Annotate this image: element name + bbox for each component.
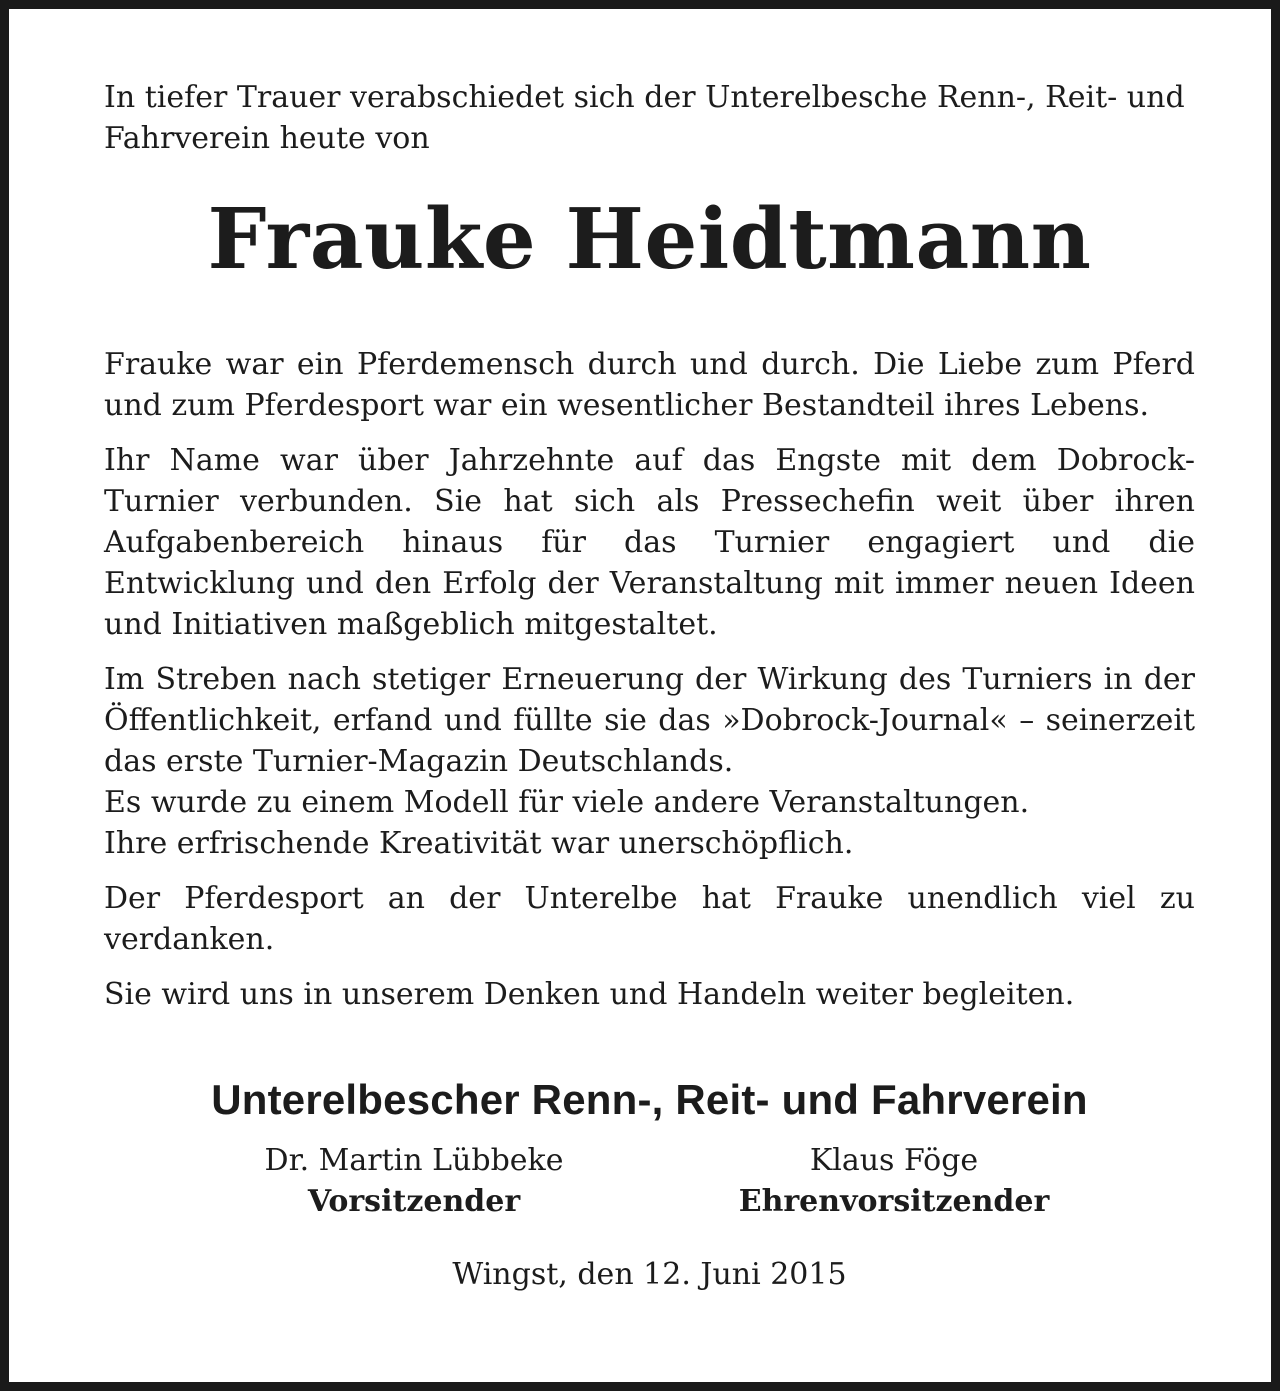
organization-name: Unterelbescher Renn-, Reit- und Fahrverein bbox=[211, 1076, 1088, 1123]
place-and-date: Wingst, den 12. Juni 2015 bbox=[452, 1257, 847, 1292]
paragraph-group bbox=[104, 659, 1195, 864]
paragraph-line: Es wurde zu einem Modell für viele andere Veranstaltungen. bbox=[104, 785, 1030, 820]
signatures bbox=[104, 1140, 1195, 1230]
paragraph: Der Pferdesport an der Unterelbe hat Frauke unendlich viel zu verdanken. bbox=[104, 881, 1195, 957]
paragraph: Ihr Name war über Jahrzehnte auf das Engste mit dem Dobrock-Turnier verbunden. Sie hat sich als Pressechefin weit über ihren Aufgabenbereich hinaus für das Turnier engagiert und die Entwicklung und den Erfolg der Veranstaltung mit immer neuen Ideen und Initiativen maßgeblich mitgestaltet. bbox=[104, 443, 1195, 642]
signatory-name: Dr. Martin Lübbeke bbox=[264, 1143, 564, 1178]
intro-text: In tiefer Trauer verabschiedet sich der Unterelbesche Renn-, Reit- und Fahrverein heute von bbox=[104, 80, 1185, 156]
notice-content bbox=[104, 77, 1195, 1295]
signatory-role: Vorsitzender bbox=[307, 1184, 521, 1219]
signatory-chairman bbox=[214, 1140, 614, 1222]
paragraph-line: Im Streben nach stetiger Erneuerung der Wirkung des Turniers in der Öffentlichkeit, erfand und füllte sie das »Dobrock-Journal« – seinerzeit das erste Turnier-Magazin Deutschlands. bbox=[104, 662, 1195, 779]
paragraph: Sie wird uns in unserem Denken und Handeln weiter begleiten. bbox=[104, 977, 1075, 1012]
notice-body bbox=[104, 344, 1195, 1015]
deceased-name: Frauke Heidtmann bbox=[207, 190, 1092, 288]
signatory-role: Ehrenvorsitzender bbox=[738, 1184, 1050, 1219]
paragraph-line: Ihre erfrischende Kreativität war unerschöpflich. bbox=[104, 826, 854, 861]
paragraph: Frauke war ein Pferdemensch durch und durch. Die Liebe zum Pferd und zum Pferdesport war ein wesentlicher Bestandteil ihres Lebens. bbox=[104, 347, 1195, 423]
signatory-honorary-chairman bbox=[694, 1140, 1094, 1222]
signatory-name: Klaus Föge bbox=[809, 1143, 979, 1178]
